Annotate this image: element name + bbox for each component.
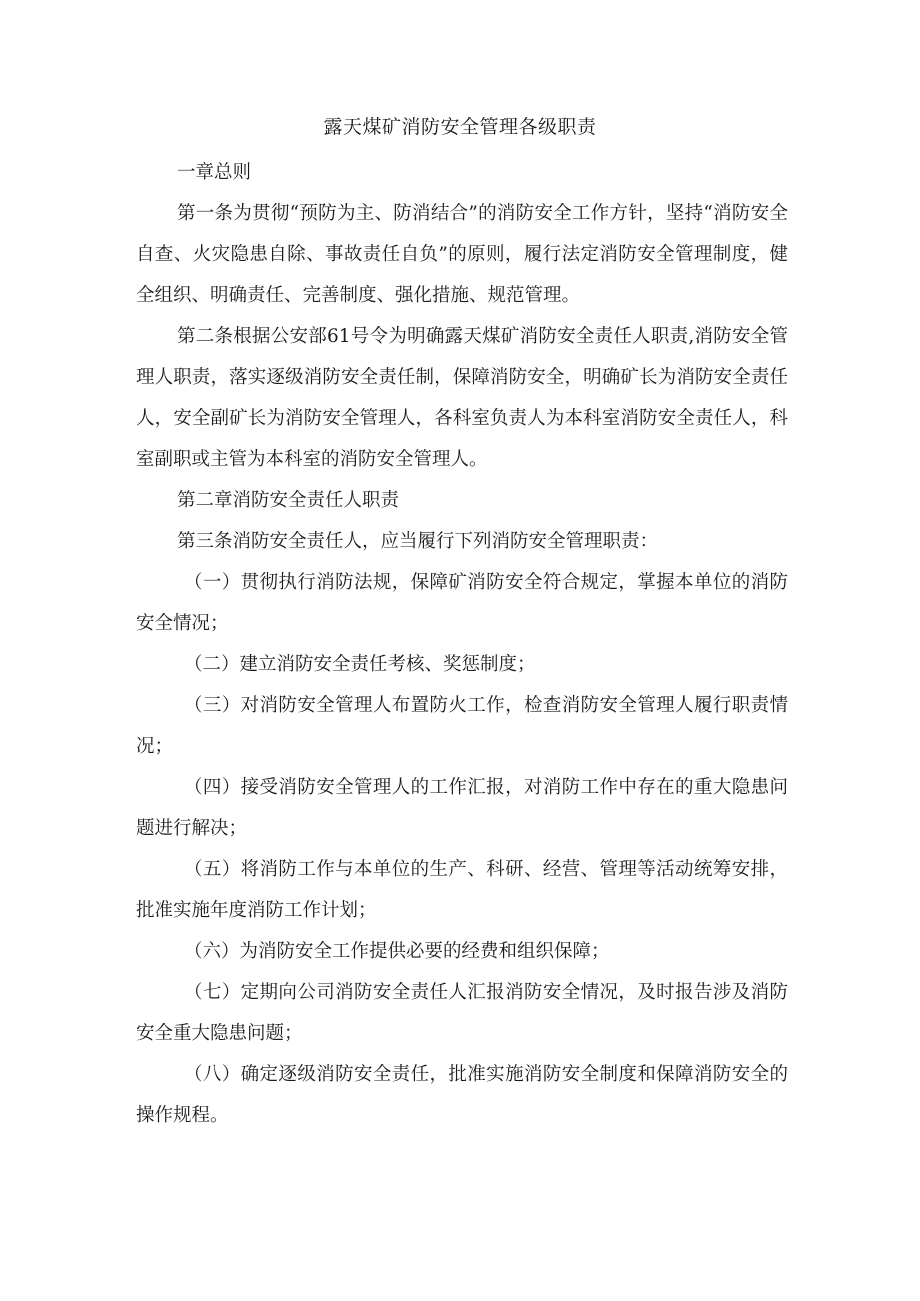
duty-item-1: （一）贯彻执行消防法规，保障矿消防安全符合规定，掌握本单位的消防安全情况； [136,572,788,634]
duty-item-7: （七）定期向公司消防安全责任人汇报消防安全情况，及时报告涉及消防安全重大隐患问题； [136,982,788,1044]
duty-item-3: （三）对消防安全管理人布置防火工作，检查消防安全管理人履行职责情况； [136,695,788,757]
duty-item-5: （五）将消防工作与本单位的生产、科研、经营、管理等活动统筹安排，批准实施年度消防工作计划； [136,859,788,921]
duty-item-4: （四）接受消防安全管理人的工作汇报，对消防工作中存在的重大隐患问题进行解决； [136,777,788,839]
duty-item-6: （六）为消防安全工作提供必要的经费和组织保障； [184,941,610,962]
article-3-paragraph: 第三条消防安全责任人，应当履行下列消防安全管理职责： [177,531,659,552]
article-2-paragraph: 第二条根据公安部61号令为明确露天煤矿消防安全责任人职责,消防安全管理人职责，落实逐级消防安全责任制，保障消防安全，明确矿长为消防安全责任人，安全副矿长为消防安全管理人，各科室负责人为本科室消防安全责任人，科室副职或主管为本科室的消防安全管理人。 [136,326,788,470]
duty-item-2: （二）建立消防安全责任考核、奖惩制度； [184,654,536,675]
chapter-heading-responsible-person: 第二章消防安全责任人职责 [177,490,400,511]
chapter-heading-general: 一章总则 [177,162,252,183]
document-body [136,152,788,1136]
duty-item-8: （八）确定逐级消防安全责任，批准实施消防安全制度和保障消防安全的操作规程。 [136,1064,788,1126]
article-1-paragraph: 第一条为贯彻“预防为主、防消结合”的消防安全工作方针，坚持“消防安全自查、火灾隐患自除、事故责任自负”的原则，履行法定消防安全管理制度，健全组织、明确责任、完善制度、强化措施、规范管理。 [136,203,788,306]
document-title: 露天煤矿消防安全管理各级职责 [323,116,597,138]
